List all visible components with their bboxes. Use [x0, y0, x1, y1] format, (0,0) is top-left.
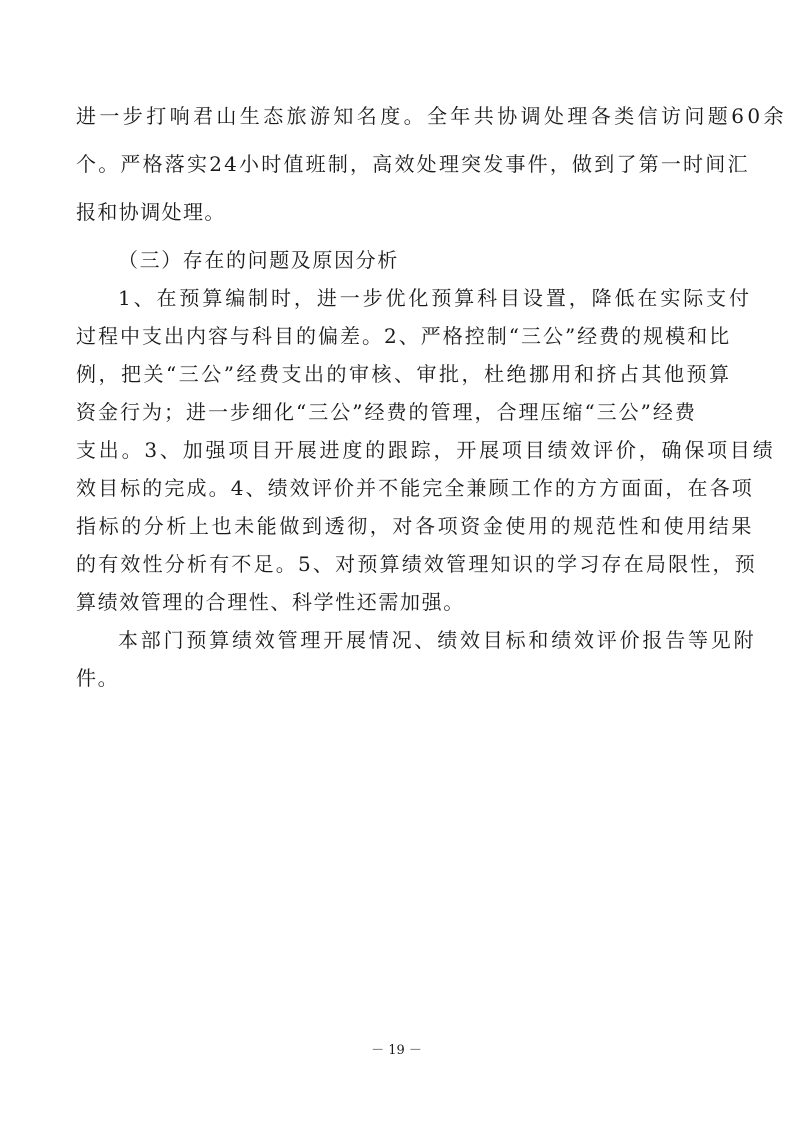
paragraph-line [0, 514, 793, 538]
paragraph-line [0, 400, 793, 424]
line-text: 资金行为；进一步细化“三公”经费的管理，合理压缩“三公”经费 [76, 400, 697, 424]
line-text: 本部门预算绩效管理开展情况、绩效目标和绩效评价报告等见附 [118, 628, 757, 652]
paragraph-line [0, 438, 793, 462]
line-text: 的有效性分析有不足。5、对预算绩效管理知识的学习存在局限性，预 [76, 552, 757, 576]
line-text: 过程中支出内容与科目的偏差。2、严格控制“三公”经费的规模和比 [76, 324, 732, 348]
paragraph-line [0, 362, 793, 386]
paragraph-line [0, 628, 793, 652]
paragraph-line [0, 152, 793, 176]
page-number: － 19 － [371, 1043, 422, 1058]
line-text: 指标的分析上也未能做到透彻，对各项资金使用的规范性和使用结果 [76, 514, 754, 538]
line-text: 例，把关“三公”经费支出的审核、审批，杜绝挪用和挤占其他预算 [76, 362, 732, 386]
line-text: 支出。3、加强项目开展进度的跟踪，开展项目绩效评价，确保项目绩 [76, 438, 776, 462]
paragraph-line [0, 286, 793, 310]
line-text: 进一步打响君山生态旅游知名度。全年共协调处理各类信访问题60余 [76, 104, 787, 128]
line-text: 算绩效管理的合理性、科学性还需加强。 [76, 590, 465, 614]
paragraph-line [0, 104, 793, 128]
line-text: 1、在预算编制时，进一步优化预算科目设置，降低在实际支付 [118, 286, 752, 310]
line-text: 件。 [76, 666, 120, 690]
paragraph-line [0, 552, 793, 576]
line-text: 报和协调处理。 [76, 200, 226, 224]
paragraph-line [0, 200, 793, 224]
paragraph-line [0, 590, 793, 614]
paragraph-line [0, 324, 793, 348]
section-heading-text: （三）存在的问题及原因分析 [118, 248, 399, 272]
paragraph-line [0, 476, 793, 500]
line-text: 效目标的完成。4、绩效评价并不能完全兼顾工作的方方面面，在各项 [76, 476, 754, 500]
paragraph-line [0, 666, 793, 690]
line-text: 个。严格落实24小时值班制，高效处理突发事件，做到了第一时间汇 [76, 152, 750, 176]
section-heading [0, 248, 793, 272]
